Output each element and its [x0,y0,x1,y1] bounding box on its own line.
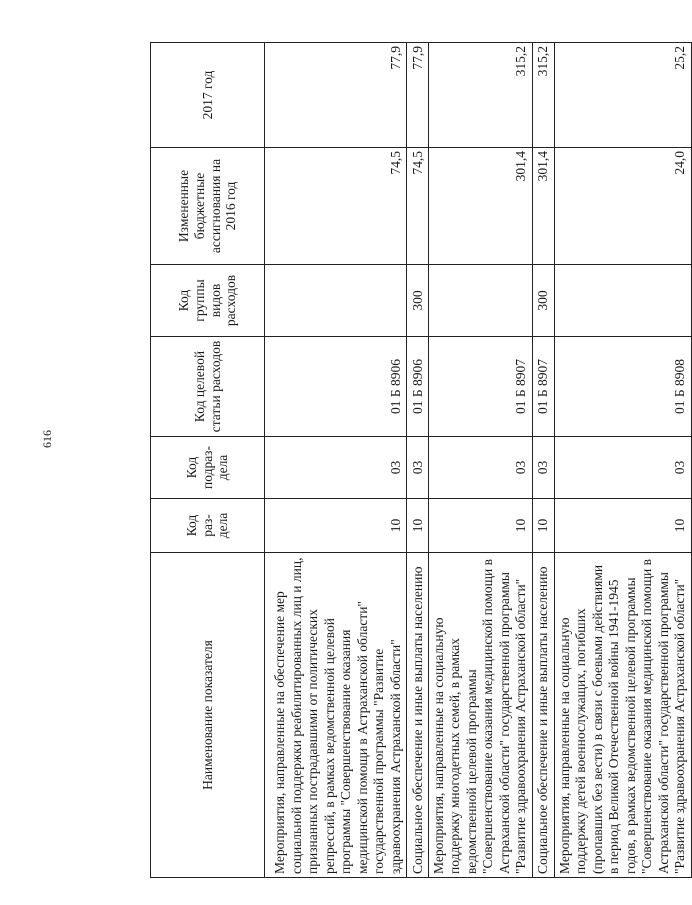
table-row [532,43,554,878]
cell-podrazdel: 03 [554,437,691,499]
header-row [151,43,265,878]
cell-razdel: 10 [265,499,407,553]
cell-2017: 25,2 [554,43,691,148]
cell-razdel: 10 [429,499,533,553]
cell-name: Мероприятия, направленные на обеспечение мер социальной поддержки реабилитированных лиц и лиц, признанных пострадавшими от политических репрессий, в рамках ведомственной целевой программы "Совершенствование оказания медицинской помощи в Астраханской области" государственной программы "Развитие здравоохранения Астраханской области" [265,553,407,878]
cell-razdel: 10 [407,499,429,553]
header-vid: Код группы видов расходов [151,265,265,337]
header-name: Наименование показателя [151,553,265,878]
rotated-table-container [150,43,688,878]
cell-vid [265,265,407,337]
header-2016: Измененные бюджетные ассигнования на 2016 год [151,148,265,265]
header-razdel: Код раз-дела [151,499,265,553]
cell-podrazdel: 03 [532,437,554,499]
cell-vid [554,265,691,337]
cell-podrazdel: 03 [429,437,533,499]
cell-statya: 01 Б 8906 [265,337,407,437]
cell-vid: 300 [407,265,429,337]
cell-2017: 315,2 [429,43,533,148]
table-row [429,43,533,878]
cell-2016: 301,4 [532,148,554,265]
cell-2017: 315,2 [532,43,554,148]
header-2017: 2017 год [151,43,265,148]
cell-vid [429,265,533,337]
table-row [265,43,407,878]
cell-2016: 74,5 [265,148,407,265]
cell-name: Мероприятия, направленные на социальную поддержку многодетных семей, в рамках ведомственной целевой программы "Совершенствование оказания медицинской помощи в Астраханской области" государственной программы "Развитие здравоохранения Астраханской области" [429,553,533,878]
cell-vid: 300 [532,265,554,337]
cell-podrazdel: 03 [407,437,429,499]
cell-2016: 74,5 [407,148,429,265]
cell-statya: 01 Б 8906 [407,337,429,437]
table-row [407,43,429,878]
page-number: 616 [40,430,54,448]
cell-2017: 77,9 [407,43,429,148]
cell-name: Мероприятия, направленные на социальную поддержку детей военнослужащих, погибших (пропавших без вести) в связи с боевыми действиями в период Великой Отечественной войны 1941-1945 годов, в рамках ведомственной целевой программы "Совершенствование оказания медицинской помощи в Астраханской области" государственной программы "Развитие здравоохранения Астраханской области" [554,553,691,878]
cell-statya: 01 Б 8907 [532,337,554,437]
table-row [554,43,691,878]
cell-2016: 24,0 [554,148,691,265]
cell-razdel: 10 [532,499,554,553]
budget-table [150,42,692,878]
header-statya: Код целевой статьи расходов [151,337,265,437]
cell-2016: 301,4 [429,148,533,265]
header-podrazdel: Код подраз-дела [151,437,265,499]
cell-2017: 77,9 [265,43,407,148]
cell-name: Социальное обеспечение и иные выплаты населению [407,553,429,878]
cell-podrazdel: 03 [265,437,407,499]
cell-name: Социальное обеспечение и иные выплаты населению [532,553,554,878]
cell-statya: 01 Б 8907 [429,337,533,437]
cell-statya: 01 Б 8908 [554,337,691,437]
cell-razdel: 10 [554,499,691,553]
